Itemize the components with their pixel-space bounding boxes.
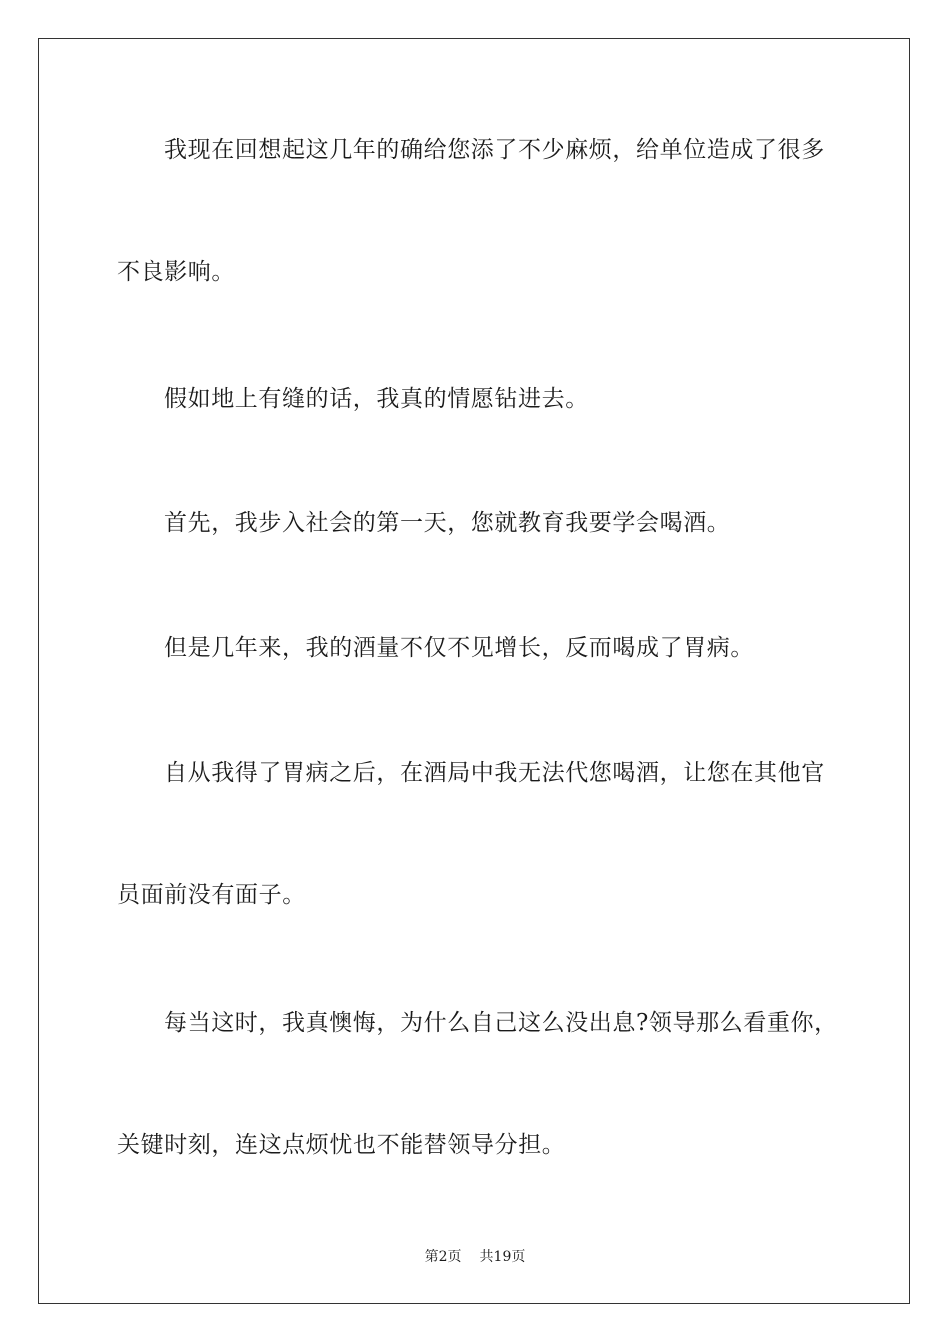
paragraph-line: 关键时刻，连这点烦忧也不能替领导分担。 [117,1132,566,1158]
paragraph-line: 假如地上有缝的话，我真的情愿钻进去。 [164,386,589,412]
paragraph-line: 不良影响。 [117,259,235,285]
page-footer [0,1248,950,1266]
paragraph-line: 每当这时，我真懊悔，为什么自己这么没出息?领导那么看重你， [164,1010,838,1036]
paragraph-line: 首先，我步入社会的第一天，您就教育我要学会喝酒。 [164,510,731,536]
paragraph-line: 员面前没有面子。 [117,882,306,908]
page-number-total: 共19页 [479,1249,526,1265]
page-border [38,38,910,1304]
paragraph-line: 我现在回想起这几年的确给您添了不少麻烦，给单位造成了很多 [164,137,825,163]
paragraph-line: 自从我得了胃病之后，在酒局中我无法代您喝酒，让您在其他官 [164,760,825,786]
paragraph-line: 但是几年来，我的酒量不仅不见增长，反而喝成了胃病。 [164,635,754,661]
page-number-current: 第2页 [424,1249,462,1265]
